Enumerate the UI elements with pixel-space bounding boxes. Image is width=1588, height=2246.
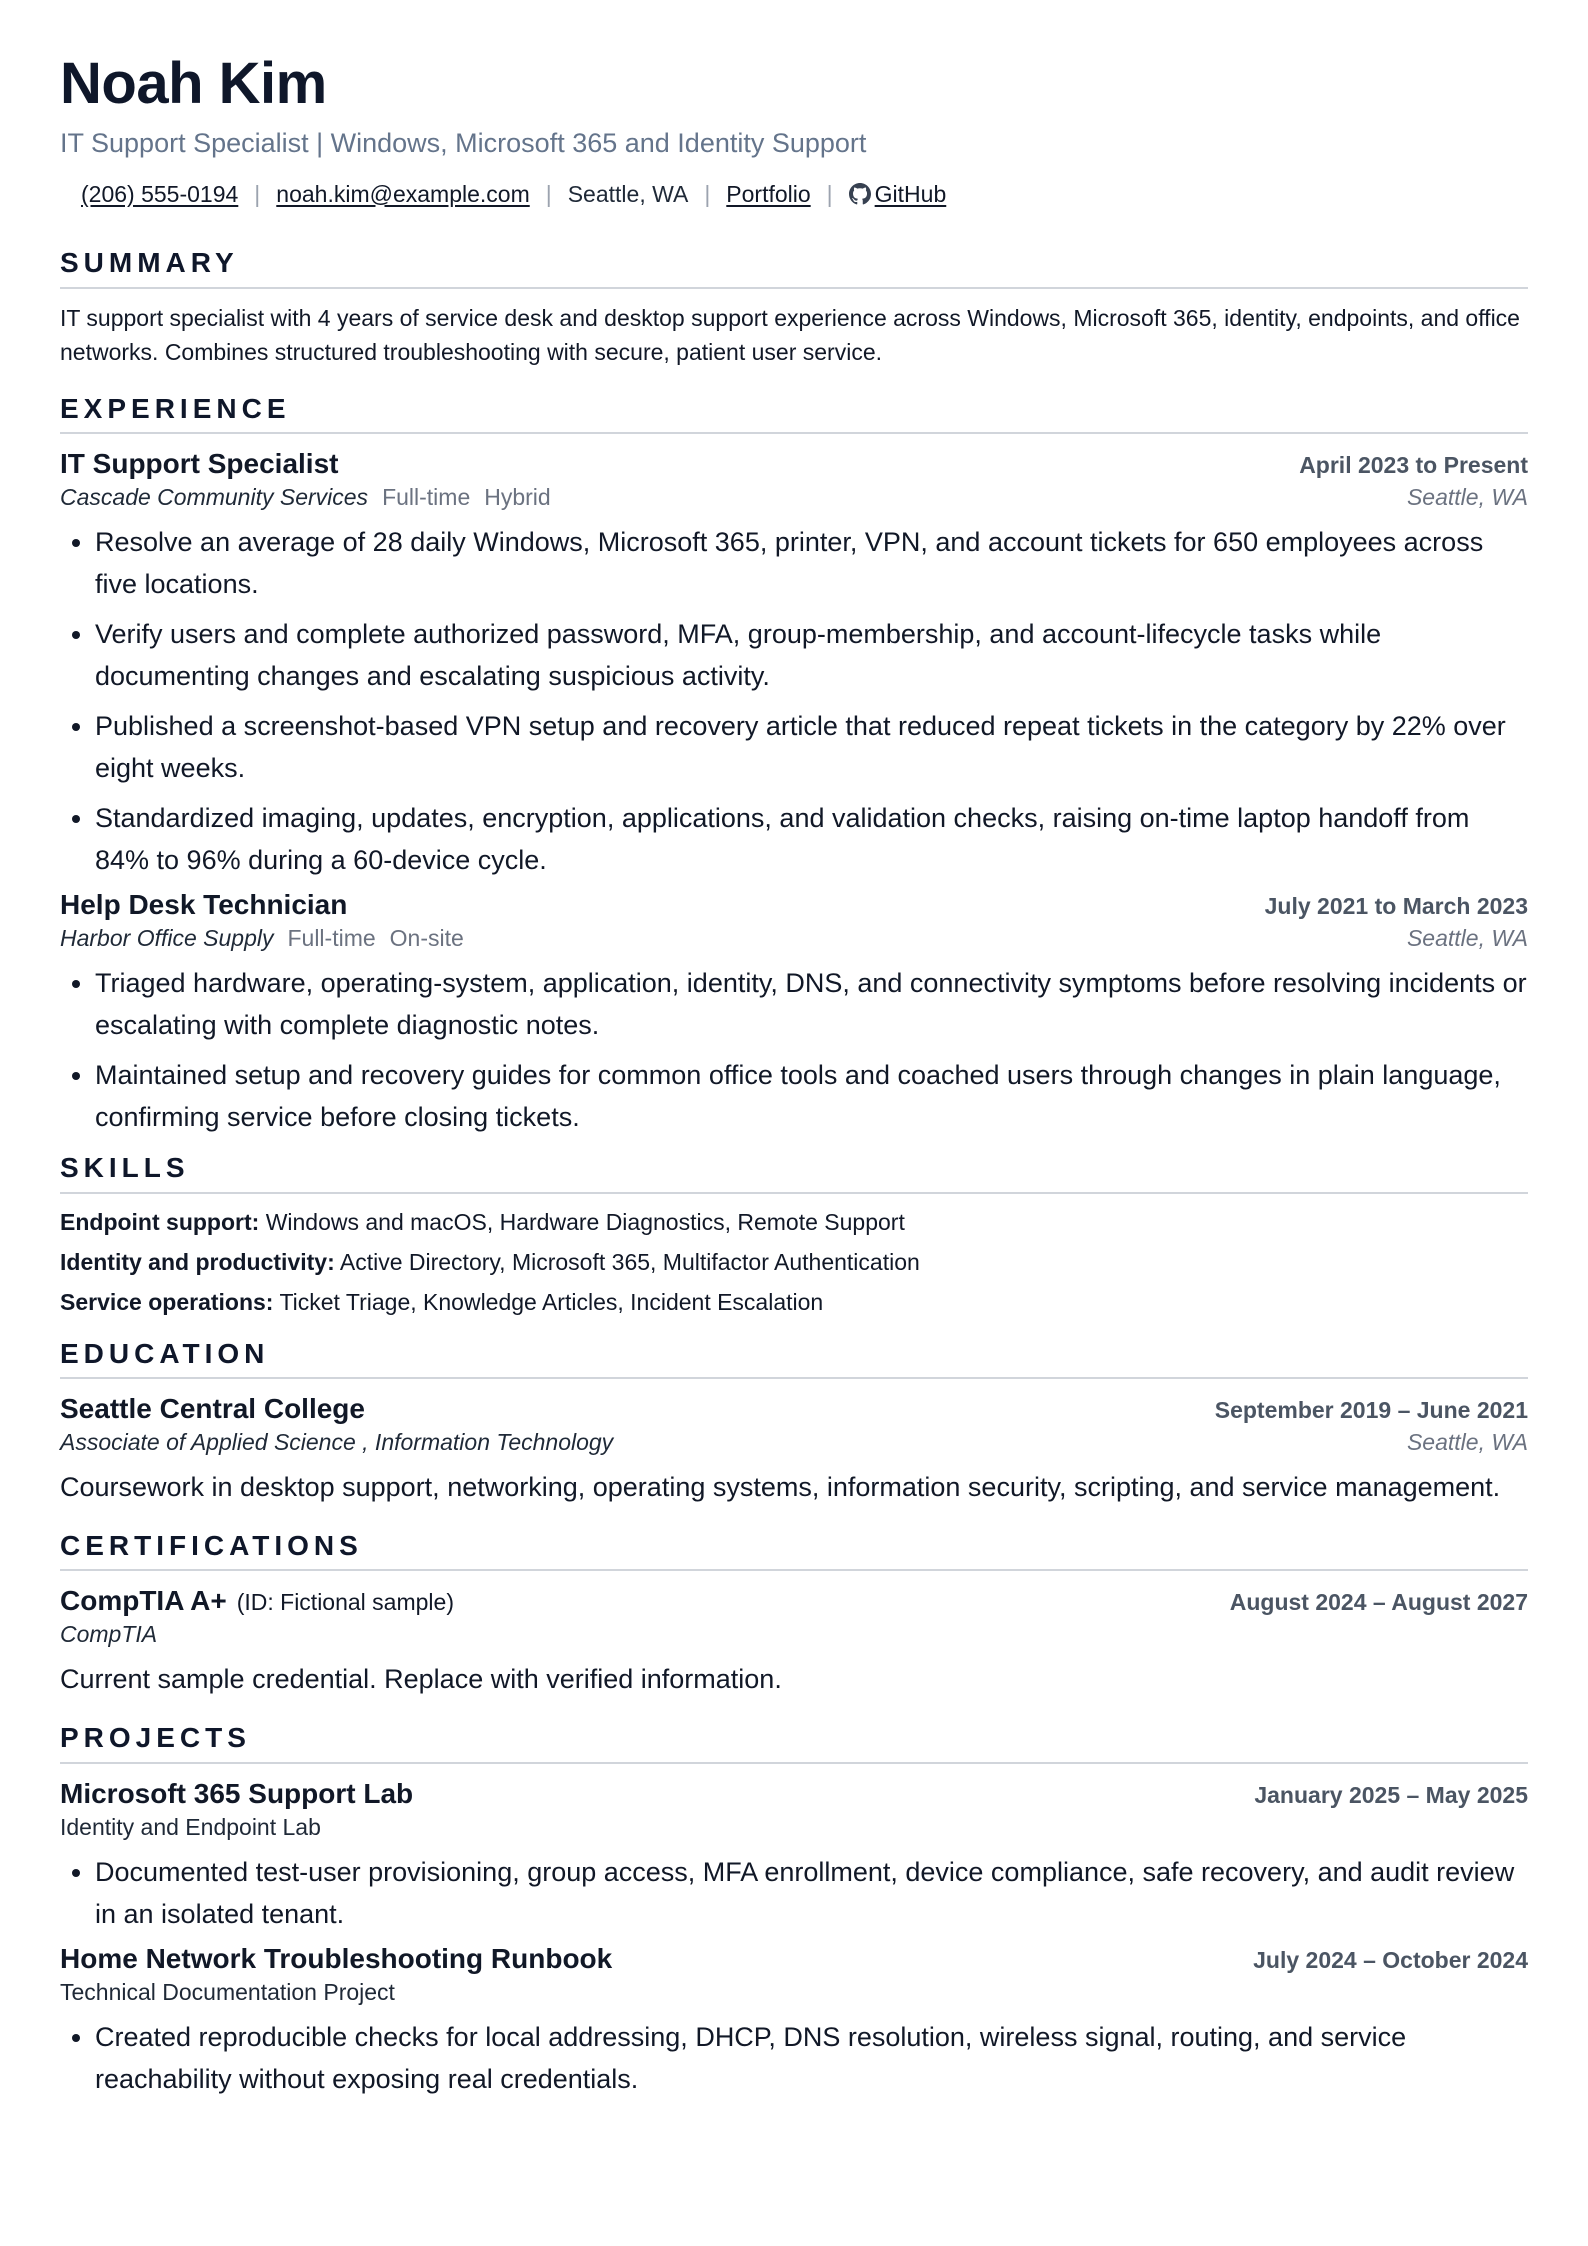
project-bullets (60, 2016, 1528, 2100)
credential-id: (ID: Fictional sample) (236, 1589, 454, 1616)
job-entry (60, 889, 1528, 1138)
bullet-item: • Resolve an average of 28 daily Windows, Microsoft 365, printer, VPN, and account tickets for 650 employees across five locations. (95, 521, 1528, 605)
job-type: Full-time (287, 925, 376, 952)
contact-separator: | (826, 180, 833, 207)
education-location: Seattle, WA (1406, 1428, 1528, 1455)
job-dates: July 2021 to March 2023 (1264, 893, 1528, 920)
location-text: Seattle, WA (567, 180, 689, 207)
contact-separator: | (545, 180, 552, 207)
job-entry (60, 448, 1528, 881)
skill-label: Identity and productivity: (60, 1248, 335, 1275)
skills-section (60, 1150, 1528, 1321)
project-dates: July 2024 – October 2024 (1253, 1946, 1528, 1973)
skill-value: Ticket Triage, Knowledge Articles, Incident Escalation (279, 1288, 824, 1315)
project-bullets (60, 1851, 1528, 1935)
certification-issuer: CompTIA (60, 1621, 158, 1648)
job-role: Help Desk Technician (60, 889, 348, 921)
job-company: Harbor Office Supply (60, 925, 274, 952)
job-dates: April 2023 to Present (1299, 452, 1528, 479)
certification-dates: August 2024 – August 2027 (1229, 1589, 1528, 1616)
experience-heading: EXPERIENCE (60, 391, 1528, 434)
project-name: Home Network Troubleshooting Runbook (60, 1942, 613, 1974)
email-link[interactable]: noah.kim@example.com (276, 180, 530, 207)
project-entry (60, 1943, 1528, 2100)
job-type: Full-time (382, 484, 471, 511)
degree-name: Associate of Applied Science , Information Technology (60, 1428, 614, 1455)
bullet-item: • Standardized imaging, updates, encryption, applications, and validation checks, raising on-time laptop handoff from 84% to 96% during a 60-device cycle. (95, 797, 1528, 881)
job-location: Seattle, WA (1406, 484, 1528, 511)
education-description: Coursework in desktop support, networking, operating systems, information security, scripting, and service management. (60, 1471, 1501, 1502)
summary-section (60, 245, 1528, 368)
github-link[interactable]: GitHub (874, 180, 947, 207)
job-mode: On-site (389, 925, 464, 952)
project-subtitle: Technical Documentation Project (60, 1978, 395, 2005)
education-heading: EDUCATION (60, 1336, 1528, 1379)
certifications-section (60, 1528, 1528, 1700)
school-name: Seattle Central College (60, 1392, 365, 1424)
job-role: IT Support Specialist (60, 448, 339, 480)
contact-separator: | (704, 180, 711, 207)
summary-heading: SUMMARY (60, 245, 1528, 288)
phone-link[interactable]: (206) 555-0194 (81, 180, 239, 207)
skill-row (60, 1242, 1528, 1282)
experience-section (60, 391, 1528, 1138)
skill-row (60, 1282, 1528, 1322)
skill-label: Endpoint support: (60, 1208, 260, 1235)
skills-heading: SKILLS (60, 1150, 1528, 1193)
certifications-heading: CERTIFICATIONS (60, 1528, 1528, 1571)
project-subtitle: Identity and Endpoint Lab (60, 1813, 321, 1840)
portfolio-link[interactable]: Portfolio (726, 180, 811, 207)
contact-separator: | (254, 180, 261, 207)
project-name: Microsoft 365 Support Lab (60, 1777, 414, 1809)
project-dates: January 2025 – May 2025 (1254, 1781, 1528, 1808)
candidate-headline: IT Support Specialist | Windows, Microsoft 365 and Identity Support (60, 128, 867, 159)
job-bullets (60, 521, 1528, 881)
candidate-name: Noah Kim (60, 51, 327, 116)
contact-line (60, 180, 1528, 210)
bullet-item: • Maintained setup and recovery guides for common office tools and coached users through changes in plain language, confirming service before closing tickets. (95, 1054, 1528, 1138)
github-link-wrapper[interactable] (849, 180, 947, 210)
education-dates: September 2019 – June 2021 (1214, 1396, 1528, 1423)
certification-name: CompTIA A+ (60, 1585, 227, 1617)
project-entry (60, 1778, 1528, 1935)
bullet-item: • Triaged hardware, operating-system, application, identity, DNS, and connectivity symptoms before resolving incidents or escalating with complete diagnostic notes. (95, 962, 1528, 1046)
education-section (60, 1336, 1528, 1508)
job-bullets (60, 962, 1528, 1138)
job-location: Seattle, WA (1406, 925, 1528, 952)
job-mode: Hybrid (484, 484, 551, 511)
projects-section (60, 1720, 1528, 2099)
bullet-item: • Verify users and complete authorized password, MFA, group-membership, and account-lifecycle tasks while documenting changes and escalating suspicious activity. (95, 613, 1528, 697)
bullet-item: • Created reproducible checks for local addressing, DHCP, DNS resolution, wireless signal, routing, and service reachability without exposing real credentials. (95, 2016, 1528, 2100)
certification-description: Current sample credential. Replace with verified information. (60, 1664, 782, 1695)
skill-row (60, 1202, 1528, 1242)
resume-header (60, 50, 1528, 209)
skill-label: Service operations: (60, 1288, 274, 1315)
bullet-item: • Documented test-user provisioning, group access, MFA enrollment, device compliance, safe recovery, and audit review in an isolated tenant. (95, 1851, 1528, 1935)
skill-value: Windows and macOS, Hardware Diagnostics, Remote Support (265, 1208, 905, 1235)
github-icon (849, 183, 871, 205)
summary-text: IT support specialist with 4 years of service desk and desktop support experience across Windows, Microsoft 365, identity, endpoints, and office networks. Combines structured troubleshooting with secure, patient user service. (60, 304, 1520, 365)
projects-heading: PROJECTS (60, 1720, 1528, 1763)
job-company: Cascade Community Services (60, 484, 369, 511)
skill-value: Active Directory, Microsoft 365, Multifactor Authentication (339, 1248, 920, 1275)
bullet-item: • Published a screenshot-based VPN setup and recovery article that reduced repeat tickets in the category by 22% over eight weeks. (95, 705, 1528, 789)
